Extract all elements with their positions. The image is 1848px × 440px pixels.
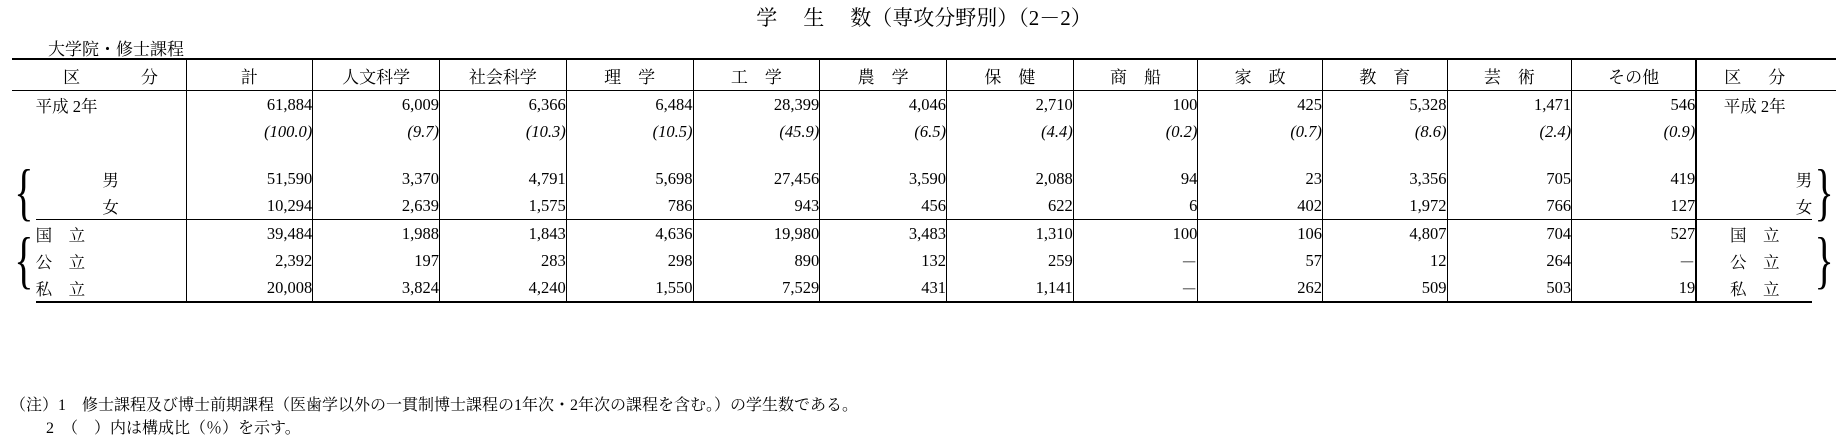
table-row xyxy=(12,220,1836,248)
brace-establishment-left-icon: { xyxy=(14,223,34,296)
spacer-cell xyxy=(1447,145,1572,165)
row-brace-right xyxy=(1812,91,1836,119)
cell-home-economics: 425 xyxy=(1198,91,1323,119)
cell-others: 19 xyxy=(1572,274,1697,302)
brace-gender-left-icon: { xyxy=(14,154,34,227)
table-header-row xyxy=(12,59,1836,91)
table-subcaption: 大学院・修士課程 xyxy=(48,40,184,59)
cell-engineering: 28,399 xyxy=(693,91,820,119)
cell-mercantile-marine: － xyxy=(1073,247,1198,274)
cell-engineering: 27,456 xyxy=(693,165,820,192)
page-title xyxy=(0,2,1848,32)
cell-humanities-pct: (9.7) xyxy=(313,118,440,145)
cell-engineering: 7,529 xyxy=(693,274,820,302)
cell-science-pct: (10.5) xyxy=(566,118,693,145)
cell-agriculture: 3,483 xyxy=(820,220,947,248)
cell-science: 1,550 xyxy=(566,274,693,302)
header-brace-left-spacer xyxy=(12,59,36,91)
cell-arts: 1,471 xyxy=(1447,91,1572,119)
cell-social-science-pct: (10.3) xyxy=(440,118,567,145)
cell-others: － xyxy=(1572,247,1697,274)
cell-humanities: 2,639 xyxy=(313,192,440,220)
cell-others: 127 xyxy=(1572,192,1697,220)
cell-engineering: 19,980 xyxy=(693,220,820,248)
cell-humanities: 3,370 xyxy=(313,165,440,192)
cell-social-science: 1,843 xyxy=(440,220,567,248)
table-row xyxy=(12,118,1836,145)
cell-science: 4,636 xyxy=(566,220,693,248)
header-col-social-science: 社会科学 xyxy=(440,59,567,91)
cell-home-economics: 262 xyxy=(1198,274,1323,302)
row-label: 私 立 xyxy=(36,274,186,302)
cell-agriculture: 132 xyxy=(820,247,947,274)
cell-health: 1,141 xyxy=(947,274,1074,302)
cell-others: 527 xyxy=(1572,220,1697,248)
cell-science: 786 xyxy=(566,192,693,220)
cell-humanities: 1,988 xyxy=(313,220,440,248)
cell-arts-pct: (2.4) xyxy=(1447,118,1572,145)
cell-humanities: 6,009 xyxy=(313,91,440,119)
header-col-science: 理 学 xyxy=(566,59,693,91)
cell-education-pct: (8.6) xyxy=(1322,118,1447,145)
cell-agriculture-pct: (6.5) xyxy=(820,118,947,145)
cell-social-science: 1,575 xyxy=(440,192,567,220)
note-line-2: 2 （ ）内は構成比（％）を示す。 xyxy=(46,420,301,438)
cell-mercantile-marine: － xyxy=(1073,274,1198,302)
row-label-right: 女 xyxy=(1696,192,1812,220)
cell-education: 509 xyxy=(1322,274,1447,302)
table-row xyxy=(12,91,1836,119)
table-row xyxy=(12,165,1836,192)
cell-arts: 705 xyxy=(1447,165,1572,192)
row-label: 国 立 xyxy=(36,220,186,248)
cell-health: 1,310 xyxy=(947,220,1074,248)
cell-home-economics-pct: (0.7) xyxy=(1198,118,1323,145)
title-part-2: 生 xyxy=(803,6,851,30)
cell-mercantile-marine-pct: (0.2) xyxy=(1073,118,1198,145)
cell-others: 546 xyxy=(1572,91,1697,119)
header-col-education: 教 育 xyxy=(1322,59,1447,91)
cell-agriculture: 431 xyxy=(820,274,947,302)
header-col-humanities: 人文科学 xyxy=(313,59,440,91)
spacer-cell xyxy=(186,145,313,165)
cell-total: 39,484 xyxy=(186,220,313,248)
cell-mercantile-marine: 6 xyxy=(1073,192,1198,220)
spacer-cell-right xyxy=(1696,145,1812,165)
row-brace-right xyxy=(1812,118,1836,145)
cell-total: 61,884 xyxy=(186,91,313,119)
cell-total-pct: (100.0) xyxy=(186,118,313,145)
cell-home-economics: 23 xyxy=(1198,165,1323,192)
table-spacer-row xyxy=(12,145,1836,165)
spacer-cell xyxy=(313,145,440,165)
title-part-3: 数（専攻分野別）（2－2） xyxy=(850,6,1092,30)
header-brace-right-spacer xyxy=(1812,59,1836,91)
cell-health: 622 xyxy=(947,192,1074,220)
cell-total: 20,008 xyxy=(186,274,313,302)
header-col-others: その他 xyxy=(1572,59,1697,91)
header-col-engineering: 工 学 xyxy=(693,59,820,91)
row-label xyxy=(36,118,186,145)
header-division-right: 区 分 xyxy=(1696,59,1812,91)
cell-health-pct: (4.4) xyxy=(947,118,1074,145)
cell-arts: 264 xyxy=(1447,247,1572,274)
row-label-right: 男 xyxy=(1696,165,1812,192)
header-col-total: 計 xyxy=(186,59,313,91)
cell-mercantile-marine: 100 xyxy=(1073,220,1198,248)
spacer-cell xyxy=(440,145,567,165)
cell-home-economics: 106 xyxy=(1198,220,1323,248)
cell-agriculture: 4,046 xyxy=(820,91,947,119)
cell-home-economics: 57 xyxy=(1198,247,1323,274)
spacer-cell xyxy=(693,145,820,165)
spacer-cell xyxy=(1073,145,1198,165)
brace-gender-right-icon: } xyxy=(1814,154,1834,227)
title-part-1: 学 xyxy=(756,6,804,30)
header-division-left: 区 分 xyxy=(36,59,186,91)
table-notes xyxy=(10,394,858,440)
cell-others: 419 xyxy=(1572,165,1697,192)
row-label: 公 立 xyxy=(36,247,186,274)
cell-education: 4,807 xyxy=(1322,220,1447,248)
cell-health: 259 xyxy=(947,247,1074,274)
table-row xyxy=(12,274,1836,302)
spacer-cell xyxy=(36,145,186,165)
spacer-cell xyxy=(566,145,693,165)
cell-total: 2,392 xyxy=(186,247,313,274)
cell-social-science: 4,791 xyxy=(440,165,567,192)
row-label-right xyxy=(1696,118,1812,145)
cell-mercantile-marine: 100 xyxy=(1073,91,1198,119)
cell-education: 12 xyxy=(1322,247,1447,274)
cell-education: 1,972 xyxy=(1322,192,1447,220)
header-col-health: 保 健 xyxy=(947,59,1074,91)
row-label-right: 平成 2年 xyxy=(1696,91,1812,119)
cell-humanities: 197 xyxy=(313,247,440,274)
cell-education: 5,328 xyxy=(1322,91,1447,119)
table-row xyxy=(12,247,1836,274)
cell-mercantile-marine: 94 xyxy=(1073,165,1198,192)
cell-science: 5,698 xyxy=(566,165,693,192)
cell-arts: 704 xyxy=(1447,220,1572,248)
spacer-cell xyxy=(820,145,947,165)
cell-agriculture: 3,590 xyxy=(820,165,947,192)
cell-science: 298 xyxy=(566,247,693,274)
row-label-right: 私 立 xyxy=(1696,274,1812,302)
spacer-cell xyxy=(1572,145,1697,165)
cell-science: 6,484 xyxy=(566,91,693,119)
cell-engineering: 890 xyxy=(693,247,820,274)
cell-engineering: 943 xyxy=(693,192,820,220)
cell-agriculture: 456 xyxy=(820,192,947,220)
header-col-home-economics: 家 政 xyxy=(1198,59,1323,91)
cell-arts: 766 xyxy=(1447,192,1572,220)
row-brace-left xyxy=(12,118,36,145)
spacer-cell xyxy=(1198,145,1323,165)
cell-total: 10,294 xyxy=(186,192,313,220)
cell-social-science: 283 xyxy=(440,247,567,274)
cell-arts: 503 xyxy=(1447,274,1572,302)
row-label: 女 xyxy=(36,192,186,220)
cell-social-science: 6,366 xyxy=(440,91,567,119)
cell-others-pct: (0.9) xyxy=(1572,118,1697,145)
row-brace-left xyxy=(12,91,36,119)
cell-social-science: 4,240 xyxy=(440,274,567,302)
spacer-cell xyxy=(1322,145,1447,165)
header-col-mercantile-marine: 商 船 xyxy=(1073,59,1198,91)
statistics-table-wrapper xyxy=(12,58,1836,303)
header-col-agriculture: 農 学 xyxy=(820,59,947,91)
statistics-table xyxy=(12,58,1836,303)
cell-humanities: 3,824 xyxy=(313,274,440,302)
note-line-1: （注）1 修士課程及び博士前期課程（医歯学以外の一貫制博士課程の1年次・2年次の課程を含む。）の学生数である。 xyxy=(10,397,859,414)
cell-engineering-pct: (45.9) xyxy=(693,118,820,145)
cell-total: 51,590 xyxy=(186,165,313,192)
cell-health: 2,088 xyxy=(947,165,1074,192)
row-label: 平成 2年 xyxy=(36,91,186,119)
cell-health: 2,710 xyxy=(947,91,1074,119)
brace-establishment-right-icon: } xyxy=(1814,223,1834,296)
row-label: 男 xyxy=(36,165,186,192)
cell-home-economics: 402 xyxy=(1198,192,1323,220)
row-label-right: 国 立 xyxy=(1696,220,1812,248)
header-col-arts: 芸 術 xyxy=(1447,59,1572,91)
table-row xyxy=(12,192,1836,220)
row-label-right: 公 立 xyxy=(1696,247,1812,274)
spacer-cell xyxy=(947,145,1074,165)
cell-education: 3,356 xyxy=(1322,165,1447,192)
